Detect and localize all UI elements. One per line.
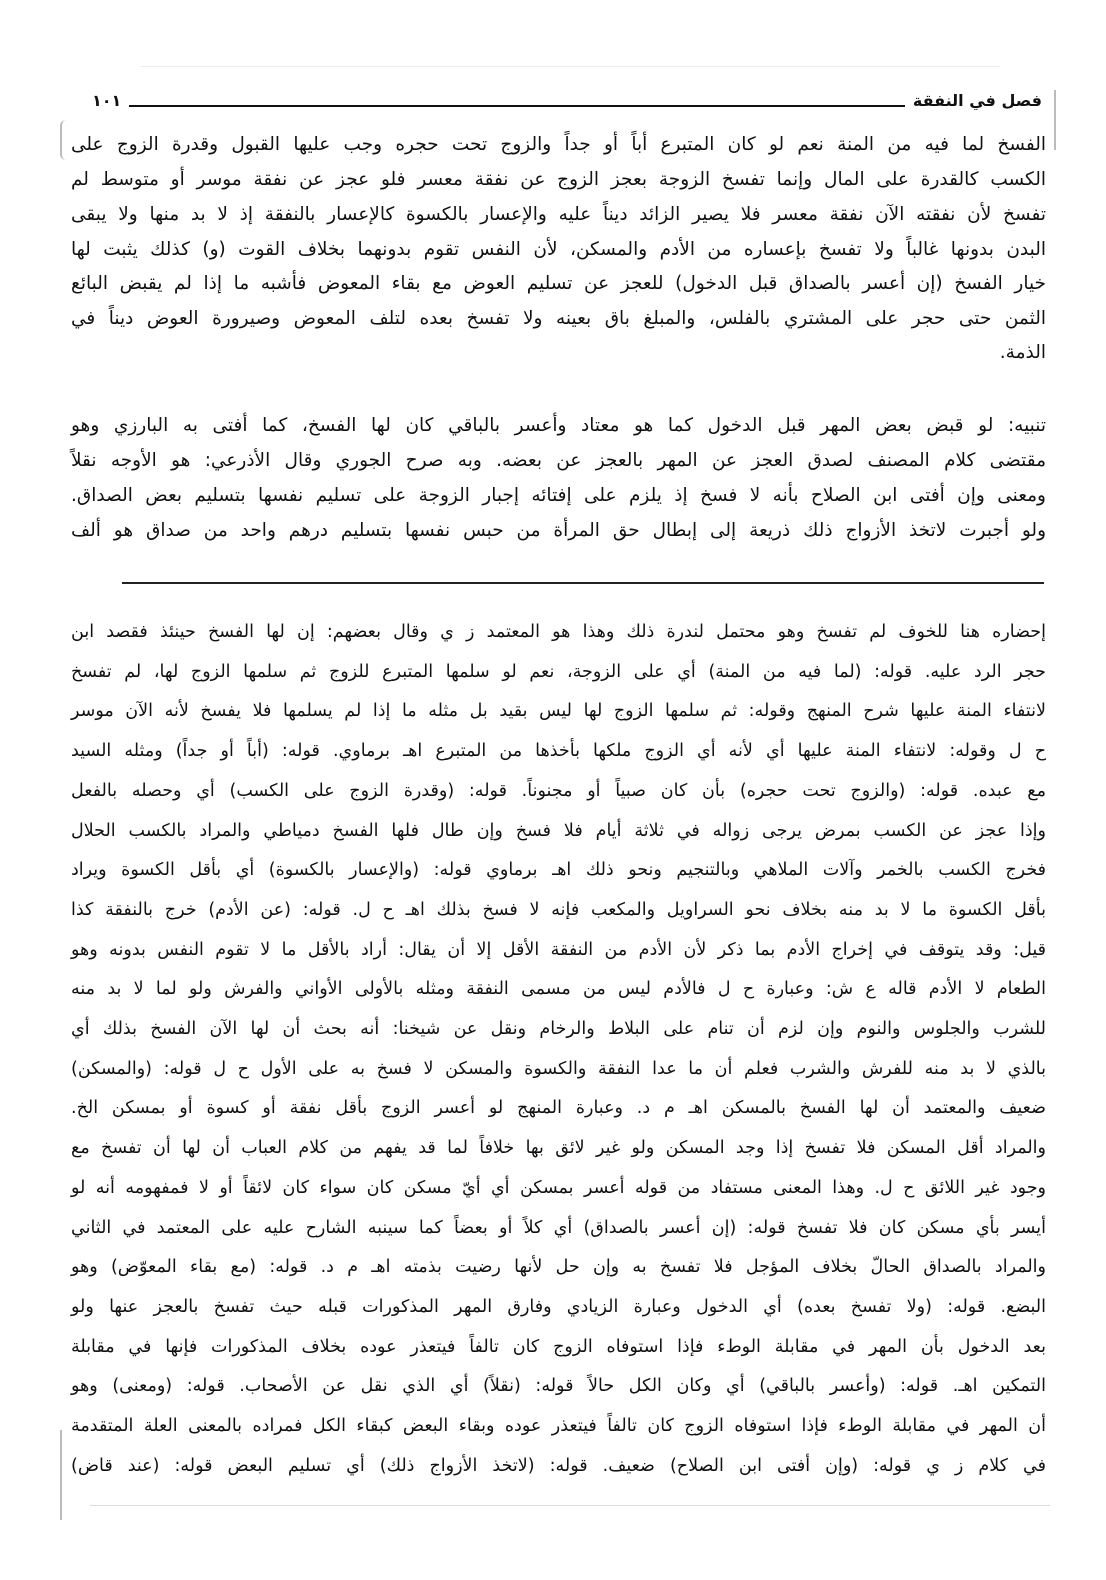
footnote-line: ح ل وقوله: لانتفاء المنة عليها أي لأنه أي الزوج ملكها بأخذها من المتبرع اهـ برماوي. قوله: (أباً أو جداً) ومثله السيد (71, 741, 1046, 762)
footnote-line: حجر الرد عليه. قوله: (لما فيه من المنة) أي على الزوجة، نعم لو سلمها المتبرع للزوج ثم سلمها الزوج لها، لم تفسخ (71, 661, 1046, 682)
running-header (92, 86, 1042, 114)
main-text-line: البدن بدونها غالباً ولا تفسخ بإعساره من الأدم والمسكن، لأن النفس تقوم بدونهما بخلاف القوت (و) كذلك يثبت لها (71, 239, 1046, 260)
scan-edge (1048, 90, 1056, 150)
footnote-line: بعد الدخول بأن المهر في مقابلة الوطء فإذا استوفاه الزوج كان تالفاً فيتعذر عوده بخلاف المذكورات فإنها في مقابلة (71, 1336, 1046, 1357)
main-text-line: الكسب كالقدرة على المال وإنما تفسخ الزوجة بعجز الزوج عن نفقة معسر فلو عجز عن نفقة موسر أو متوسط لم (71, 169, 1046, 190)
main-text-line: الثمن حتى حجر على المشتري بالفلس، والمبلغ باق بعينه ولا تفسخ بعده لتلف المعوض وصيرورة العوض ديناً في (71, 308, 1046, 329)
footnote-line: التمكين اهـ. قوله: (وأعسر بالباقي) أي وكان الكل حالاً قوله: (نقلاً) أي الذي نقل عن الأصحاب. قوله: (ومعنى) وهو (71, 1376, 1046, 1397)
footnote-line: أن المهر في مقابلة الوطء فإذا استوفاه الزوج كان تالفاً فيتعذر عوده وبقاء البعض كبقاء الكل فمراده بالمعنى العلة المتقدمة (71, 1416, 1046, 1436)
scan-edge (90, 1505, 1050, 1506)
footnote-line: للشرب والجلوس والنوم وإن لزم أن تنام على البلاط والرخام ونقل عن شيخنا: أنه بحث أن لها الآن الفسخ بذلك أي (71, 1019, 1046, 1039)
main-text-line: ولو أجبرت لاتخذ الأزواج ذلك ذريعة إلى إبطال حق المرأة من حبس نفسها بتسليم درهم واحد من صداق هو ألف (71, 520, 1046, 541)
footnote-line: وجود غير اللائق ح ل. وهذا المعنى مستفاد من قوله أعسر بمسكن أي أيّ مسكن كان سواء كان لائقاً أو لا فمفهومه أنه لو (71, 1177, 1046, 1198)
chapter-title: فصل في النفقة (912, 90, 1042, 110)
footnote-line: لانتفاء المنة عليها شرح المنهج وقوله: ثم سلمها الزوج لها ليس بقيد بل مثله ما إذا لم يسلمها فلا يفسخ لأنه الآن موسر (71, 701, 1046, 722)
main-text-line: الفسخ لما فيه من المنة نعم لو كان المتبرع أباً أو جداً والزوج تحت حجره وجب عليها القبول وقدرة الزوج على (71, 134, 1046, 155)
scan-edge (140, 66, 1000, 67)
page-number: ١٠١ (92, 90, 122, 110)
footnote-line: البضع. قوله: (ولا تفسخ بعده) أي الدخول وعبارة الزيادي وفارق المهر المذكورات قبله حيث تفسخ بالعجز عنها ولو (71, 1296, 1046, 1317)
main-text-line: مقتضى كلام المصنف لصدق العجز عن المهر بالعجز عن بعضه. وبه صرح الجوري وقال الأذرعي: هو الأوجه نقلاً (71, 450, 1046, 471)
footnote-line: بالذي لا بد منه للفرش والشرب فعلم أن ما عدا النفقة والكسوة والمسكن لا فسخ به على الأول ح ل قوله: (والمسكن) (71, 1058, 1046, 1079)
main-text-line: تفسخ لأن نفقته الآن نفقة معسر فلا يصير الزائد ديناً عليه والإعسار بالكسوة كالإعسار بالنفقة إذ لا بد منها ولا يبقى (71, 204, 1046, 225)
footnote-separator (122, 582, 1044, 584)
footnote-line: والمراد بالصداق الحالّ بخلاف المؤجل فلا تفسخ به وإن حل لأنها رضيت بذمته اهـ م د. قوله: (مع بقاء المعوّض) وهو (71, 1257, 1046, 1278)
header-rule (129, 105, 905, 107)
footnote-line: قيل: وقد يتوقف في إخراج الأدم بما ذكر لأن الأدم من النفقة الأقل إلا أن يقال: أراد بالأقل ما لا تقوم النفس بدونه وهو (71, 939, 1046, 960)
main-text-line: ومعنى وإن أفتى ابن الصلاح بأنه لا فسخ إذ يلزم على إفتائه إجبار الزوجة على تسليم نفسها بتسليم بعض الصداق. (71, 485, 1046, 506)
footnote-line: فخرج الكسب بالخمر وآلات الملاهي وبالتنجيم ونحو ذلك اهـ برماوي قوله: (والإعسار بالكسوة) أي بأقل الكسوة ويراد (71, 860, 1046, 881)
footnote-line: الطعام لا الأدم قاله ع ش: وعبارة ح ل فالأدم ليس من مسمى النفقة ومثله بالأولى الأواني والفرش ولو لما لا بد منه (71, 979, 1046, 1000)
footnote-line: مع عبده. قوله: (والزوج تحت حجره) بأن كان صبياً أو مجنوناً. قوله: (وقدرة الزوج على الكسب) أي وحصله بالفعل (71, 780, 1046, 801)
footnote-line: ضعيف والمعتمد أن لها الفسخ بالمسكن اهـ م د. وعبارة المنهج لو أعسر الزوج بأقل نفقة أو كسوة أو بمسكن الخ. (71, 1098, 1046, 1119)
main-text-line: خيار الفسخ (إن أعسر بالصداق قبل الدخول) للعجز عن تسليم العوض مع بقاء المعوض فأشبه ما إذا لم يقبض البائع (71, 273, 1046, 294)
footnote-line: أيسر بأي مسكن كان فلا تفسخ قوله: (إن أعسر بالصداق) أي كلاً أو بعضاً كما سينبه الشارح عليه على المعتمد في الثاني (71, 1217, 1046, 1238)
footnote-line: إحضاره هنا للخوف لم تفسخ وهو محتمل لندرة ذلك وهذا هو المعتمد ز ي وقال بعضهم: إن لها الفسخ حينئذ فقصد ابن (71, 622, 1046, 642)
main-text-line: تنبيه: لو قبض بعض المهر قبل الدخول كما هو معتاد وأعسر بالباقي كان لها الفسخ، كما أفتى به البارزي وهو (71, 415, 1046, 436)
main-text-line: الذمة. (999, 342, 1046, 363)
footnote-line: وإذا عجز عن الكسب بمرض يرجى زواله في ثلاثة أيام فلا فسخ وإن طال فلها الفسخ دمياطي والمراد بالكسب الحلال (71, 820, 1046, 841)
footnote-line: في كلام ز ي قوله: (وإن أفتى ابن الصلاح) ضعيف. قوله: (لاتخذ الأزواج ذلك) أي تسليم البعض قوله: (عند قاض) (71, 1455, 1046, 1476)
footnote-line: والمراد أقل المسكن فلا تفسخ إذا وجد المسكن ولو غير لائق بها خلافاً لما قد يفهم من كلام العباب أن لها أن تفسخ مع (71, 1138, 1046, 1159)
footnote-line: بأقل الكسوة ما لا بد منه بخلاف نحو السراويل والمكعب فإنه لا فسخ بذلك اهـ ح ل. قوله: (عن الأدم) خرج بالنفقة كذا (71, 899, 1046, 920)
